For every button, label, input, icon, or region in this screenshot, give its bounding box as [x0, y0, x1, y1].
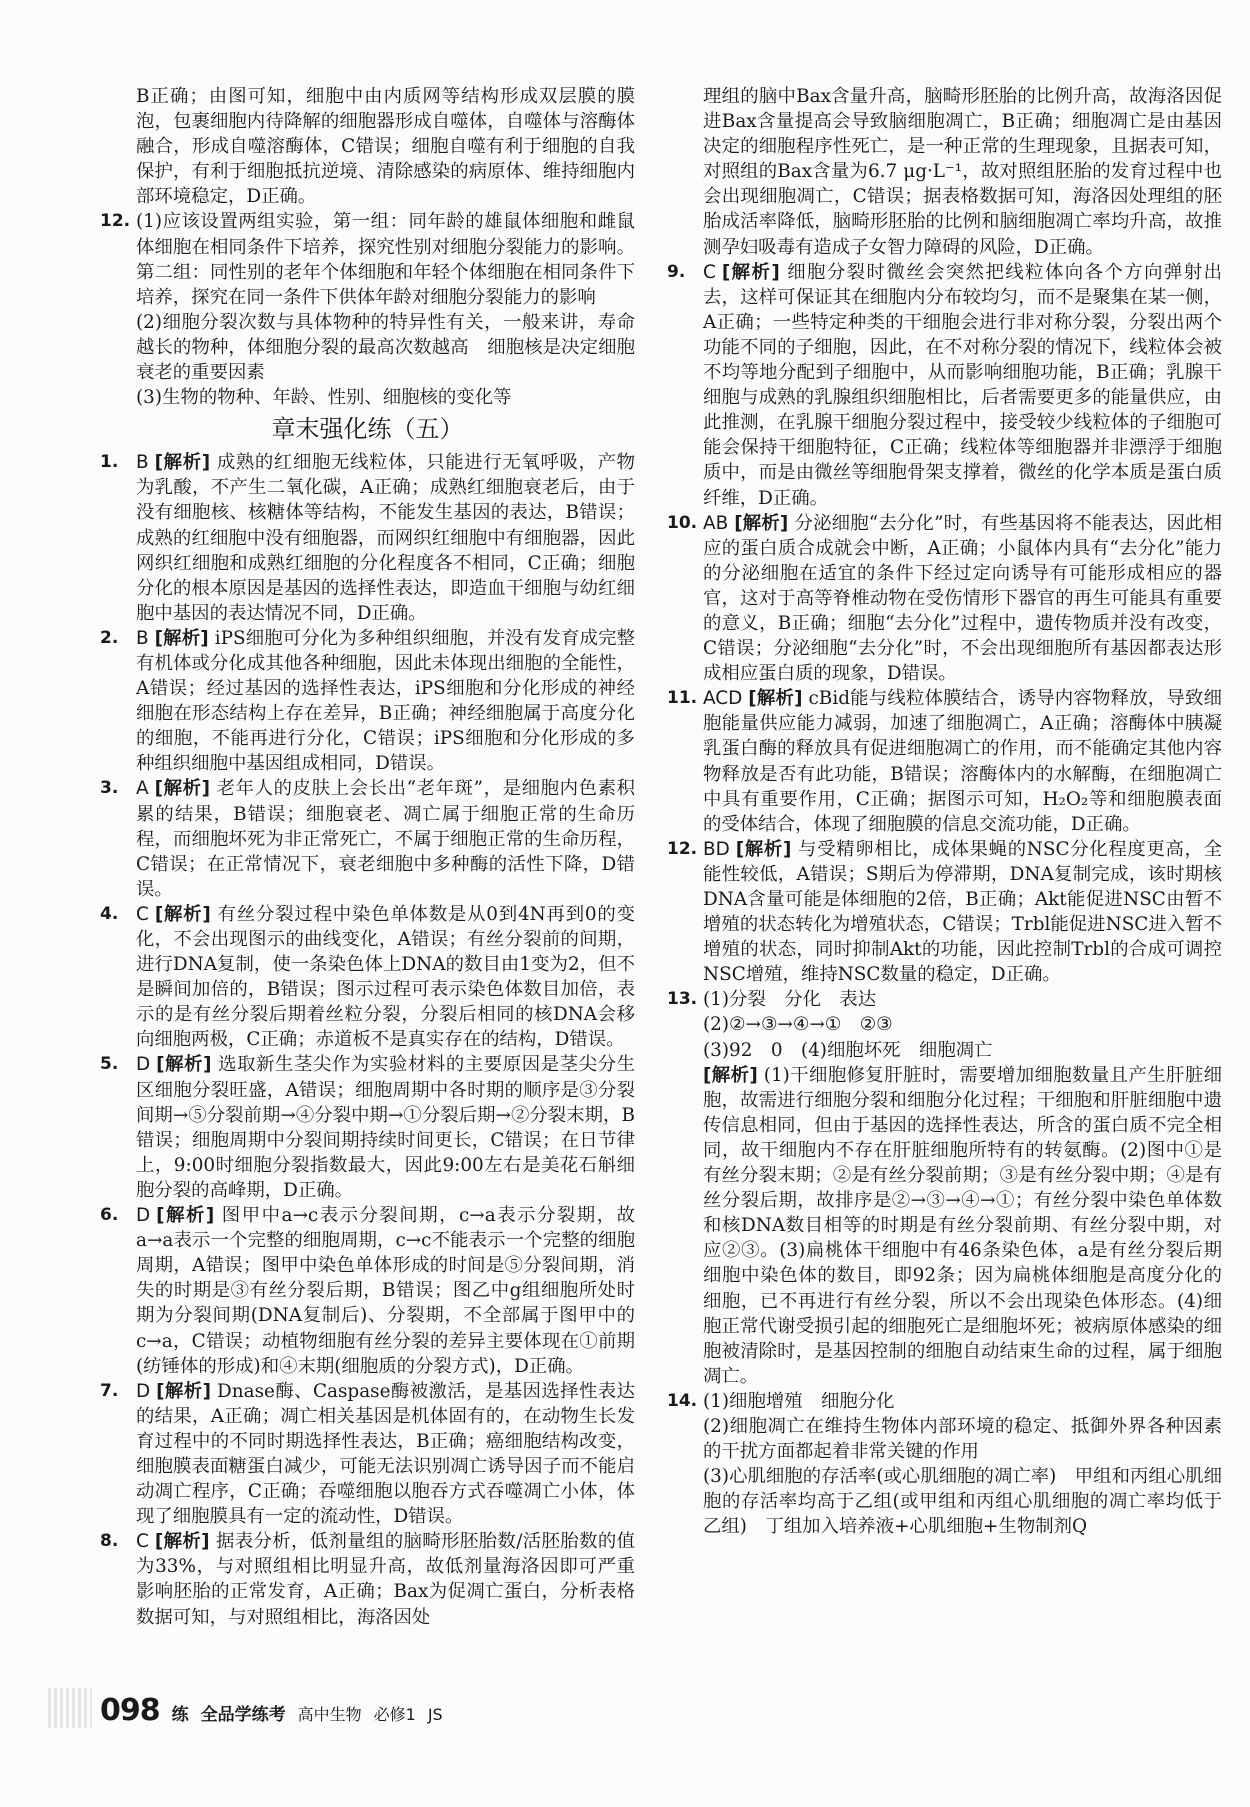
q12-answer [100, 209, 635, 410]
analysis-tag: [解析] [156, 1380, 212, 1402]
answer-choice: BD [703, 838, 730, 860]
q10-answer [667, 511, 1222, 687]
page-suffix: 练 [171, 1705, 189, 1725]
q8-continuation: 理组的脑中Bax含量升高，脑畸形胚胎的比例升高，故海洛因促进Bax含量提高会导致脑细胞凋亡，B正确；细胞凋亡是由基因决定的细胞程序性死亡，是一种正常的生理现象，且据表可知，对照组的Bax含量为6.7 μg·L⁻¹，故对照组胚胎的发育过程中也会出现细胞凋亡，C错误；据表格数据可知，海洛因处理组的胚胎成活率降低，脑畸形胚胎的比例和脑细胞凋亡率均升高，故推测孕妇吸毒有造成子女智力障碍的风险，D正确。 [703, 86, 1222, 258]
section-title: 章末强化练（五） [271, 415, 464, 444]
page-footer [100, 1693, 443, 1728]
analysis-tag: [解析] [156, 1054, 212, 1076]
question-number: 11. [667, 688, 698, 709]
question-number: 1. [100, 452, 119, 473]
question-number: 7. [100, 1380, 119, 1401]
answer-choice: C [136, 903, 149, 925]
answer-choice: A [136, 778, 149, 800]
analysis-text: cBid能与线粒体膜结合，诱导内容物释放，导致细胞能量供应能力减弱，加速了细胞凋亡，A正确；溶酶体中胰凝乳蛋白酶的释放具有促进细胞凋亡的作用，而不能确定其他内容物释放是否有此功能，B错误；溶酶体内的水解酶，在细胞凋亡中具有重要作用，C正确；据图示可知，H₂O₂等和细胞膜表面的受体结合，体现了细胞膜的信息交流功能，D正确。 [703, 688, 1222, 835]
q8-answer [100, 1529, 635, 1629]
question-number: 5. [100, 1054, 119, 1075]
answer-part: (2)细胞分裂次数与具体物种的特异性有关，一般来讲，寿命越长的物种，体细胞分裂的最高次数越高 细胞核是决定细胞衰老的重要因素 [136, 311, 635, 384]
answer-line: (2)②→③→④→① ②③ [703, 1014, 893, 1036]
analysis-tag: [解析] [735, 838, 792, 860]
analysis-tag: [解析] [154, 778, 211, 800]
answer-choice: D [136, 1205, 151, 1227]
analysis-tag: [解析] [734, 512, 789, 534]
q11-continuation: B正确；由图可知，细胞中由内质网等结构形成双层膜的膜泡，包裹细胞内待降解的细胞器形成自噬体，自噬体与溶酶体融合，形成自噬溶酶体，C错误；细胞自噬有利于细胞的自我保护，有利于细胞抵抗逆境、清除感染的病原体、维持细胞内部环境稳定，D正确。 [136, 86, 635, 208]
question-number: 10. [667, 512, 698, 533]
question-number: 12. [100, 211, 131, 232]
q11-answer [667, 686, 1222, 837]
answer-choice: C [703, 261, 716, 283]
analysis-text: iPS细胞可分化为多种组织细胞，并没有发育成完整有机体或分化成其他各种细胞，因此未体现出细胞的全能性，A错误；经过基因的选择性表达，iPS细胞和分化形成的神经细胞在形态结构上存在差异，B正确；神经细胞属于高度分化的细胞，不能再进行分化，C错误；iPS细胞和分化形成的多种组织细胞中基因组成相同，D错误。 [136, 627, 635, 775]
question-number: 9. [667, 261, 686, 282]
analysis-tag: [解析] [703, 1064, 758, 1086]
analysis-text: 图甲中a→c表示分裂间期，c→a表示分裂期，故a→a表示一个完整的细胞周期，c→c不能表示一个完整的细胞周期，A错误；图甲中染色单体形成的时间是⑤分裂间期，消失的时期是③有丝分裂后期，B错误；图乙中g组细胞所处时期为分裂间期(DNA复制后)、分裂期，不全部属于图甲中的c→a，C错误；动植物细胞有丝分裂的差异主要体现在①前期(纺锤体的形成)和④末期(细胞质的分裂方式)，D正确。 [136, 1205, 635, 1377]
q5-answer [100, 1052, 635, 1203]
answer-choice: B [136, 452, 149, 474]
analysis-tag: [解析] [154, 903, 211, 925]
subject-label: 高中生物 [297, 1705, 362, 1724]
analysis-tag: [解析] [154, 1531, 210, 1553]
answer-choice: ACD [703, 688, 743, 710]
analysis-text: 分泌细胞“去分化”时，有些基因将不能表达，因此相应的蛋白质合成就会中断，A正确；小鼠体内具有“去分化”能力的分泌细胞在适宜的条件下经过定向诱导有可能形成相应的器官，这对于高等脊椎动物在受伤情形下器官的再生可能具有重要的意义，B正确；细胞“去分化”过程中，遗传物质并没有改变，C错误；分泌细胞“去分化”时，不会出现细胞所有基因都表达形成相应蛋白质的现象，D错误。 [703, 512, 1222, 685]
analysis-tag: [解析] [721, 261, 780, 283]
analysis-text: 细胞分裂时微丝会突然把线粒体向各个方向弹射出去，这样可保证其在细胞内分布较均匀，而不是聚集在某一侧，A正确；一些特定种类的干细胞会进行非对称分裂，分裂出两个功能不同的子细胞，因此，在不对称分裂的情况下，线粒体会被不均等地分配到子细胞中，从而影响细胞功能，B正确；乳腺干细胞与成熟的乳腺组织细胞相比，后者需要更多的能量供应，由此推测，在乳腺干细胞分裂过程中，接受较少线粒体的子细胞可能会保持干细胞特征，C正确；线粒体等细胞器并非漂浮于细胞质中，而是由微丝等细胞骨架支撑着，微丝的化学本质是蛋白质纤维，D正确。 [703, 261, 1222, 509]
analysis-tag: [解析] [154, 452, 211, 474]
analysis-tag: [解析] [156, 1205, 215, 1227]
answer-choice: C [136, 1531, 149, 1553]
answer-choice: AB [703, 512, 729, 534]
analysis-text: 与受精卵相比，成体果蝇的NSC分化程度更高，全能性较低，A错误；S期后为停滞期，DNA复制完成，该时期核DNA含量可能是体细胞的2倍，B正确；Akt能促进NSC由暂不增殖的状态转化为增殖状态，C错误；Trbl能促进NSC进入暂不增殖的状态，同时抑制Akt的功能，因此控制Trbl的合成可调控NSC增殖，维持NSC数量的稳定，D正确。 [703, 838, 1223, 986]
page-number: 098 [100, 1693, 160, 1728]
q6-answer [100, 1203, 635, 1379]
q12b-answer [667, 837, 1222, 988]
question-number: 3. [100, 778, 119, 799]
analysis-text: 据表分析，低剂量组的脑畸形胚胎数/活胚胎数的值为33%，与对照组相比明显升高，故低剂量海洛因即可严重影响胚胎的正常发育，A正确；Bax为促凋亡蛋白，分析表格数据可知，与对照组相比，海洛因处 [136, 1531, 635, 1628]
q3-answer [100, 776, 635, 901]
question-number: 14. [667, 1390, 698, 1411]
answer-choice: B [136, 627, 149, 649]
book-title: 全品学练考 [200, 1705, 286, 1725]
analysis-text: 选取新生茎尖作为实验材料的主要原因是茎尖分生区细胞分裂旺盛，A错误；细胞周期中各时期的顺序是③分裂间期→⑤分裂前期→④分裂中期→①分裂后期→②分裂末期，B错误；细胞周期中分裂间期持续时间更长，C错误；在日节律上，9:00时细胞分裂指数最大，因此9:00左右是美花石斛细胞分裂的高峰期，D正确。 [136, 1054, 635, 1201]
answer-choice: D [136, 1380, 151, 1402]
q13-answer [667, 987, 1222, 1389]
question-number: 8. [100, 1531, 119, 1552]
q2-answer [100, 626, 635, 777]
answer-part: (3)生物的物种、年龄、性别、细胞核的变化等 [136, 387, 512, 409]
analysis-text: 成熟的红细胞无线粒体，只能进行无氧呼吸，产物为乳酸，不产生二氧化碳，A正确；成熟红细胞衰老后，由于没有细胞核、核糖体等结构，不能发生基因的表达，B错误；成熟的红细胞中没有细胞器，而网织红细胞中有细胞器，因此网织红细胞和成熟红细胞的分化程度各不相同，C正确；细胞分化的根本原因是基因的选择性表达，即造血干细胞与幼红细胞中基因的表达情况不同，D正确。 [136, 452, 635, 624]
analysis-text: (1)干细胞修复肝脏时，需要增加细胞数量且产生肝脏细胞，故需进行细胞分裂和细胞分化过程；干细胞和肝脏细胞中遗传信息相同，但由于基因的选择性表达，所含的蛋白质不完全相同，故干细胞内不存在肝脏细胞所特有的转氨酶。(2)图中①是有丝分裂末期；②是有丝分裂前期；③是有丝分裂中期；④是有丝分裂后期，故排序是②→③→④→①；有丝分裂中染色单体数和核DNA数目相等的时期是有丝分裂前期、有丝分裂中期，对应②③。(3)扁桃体干细胞中有46条染色体，a是有丝分裂后期细胞中染色体的数目，即92条；因为扁桃体细胞是高度分化的细胞，已不再进行有丝分裂，所以不会出现染色体形态。(4)细胞正常代谢受损引起的细胞死亡是细胞坏死；被病原体感染的细胞被清除时，是基因控制的细胞自动结束生命的过程，属于细胞凋亡。 [703, 1064, 1222, 1387]
q7-answer [100, 1379, 635, 1530]
volume-label: 必修1 [373, 1705, 416, 1724]
left-column [100, 84, 635, 1630]
q14-answer [667, 1389, 1222, 1540]
answer-part: (1)应该设置两组实验，第一组：同年龄的雄鼠体细胞和雌鼠体细胞在相同条件下培养，探究性别对细胞分裂能力的影响。第二组：同性别的老年个体细胞和年轻个体细胞在相同条件下培养，探究在同一条件下供体年龄对细胞分裂能力的影响 [136, 211, 635, 308]
q4-answer [100, 902, 635, 1053]
answer-choice: D [136, 1054, 151, 1076]
answer-line: (1)分裂 分化 表达 [703, 989, 877, 1011]
question-number: 4. [100, 903, 119, 924]
question-number: 2. [100, 627, 119, 648]
question-number: 13. [667, 989, 698, 1010]
q1-answer [100, 450, 635, 626]
analysis-tag: [解析] [748, 688, 803, 710]
analysis-tag: [解析] [154, 627, 209, 649]
analysis-text: 有丝分裂过程中染色单体数是从0到4N再到0的变化，不会出现图示的曲线变化，A错误；有丝分裂前的间期，进行DNA复制，使一条染色体上DNA的数目由1变为2，但不是瞬间加倍的，B错误；图示过程可表示染色体数目加倍，表示的是有丝分裂后期着丝粒分裂，分裂后相同的核DNA会移向细胞两极，C正确；赤道板不是真实存在的结构，D错误。 [136, 903, 635, 1051]
answer-line: (3)92 0 (4)细胞坏死 细胞凋亡 [703, 1039, 993, 1061]
answer-line: (3)心肌细胞的存活率(或心肌细胞的凋亡率) 甲组和丙组心肌细胞的存活率均高于乙组(或甲组和丙组心肌细胞的凋亡率均低于乙组) 丁组加入培养液+心肌细胞+生物制剂Q [703, 1466, 1222, 1538]
edition-label: JS [427, 1705, 443, 1724]
answer-line: (1)细胞增殖 细胞分化 [703, 1390, 895, 1412]
footer-decoration [48, 1688, 92, 1728]
answer-line: (2)细胞凋亡在维持生物体内部环境的稳定、抵御外界各种因素的干扰方面都起着非常关键的作用 [703, 1415, 1222, 1463]
question-number: 12. [667, 838, 698, 859]
analysis-text: Dnase酶、Caspase酶被激活，是基因选择性表达的结果，A正确；凋亡相关基因是机体固有的，在动物生长发育过程中的不同时期选择性表达，B正确；癌细胞结构改变，细胞膜表面糖蛋白减少，可能无法识别凋亡诱导因子而不能启动凋亡程序，C正确；吞噬细胞以胞吞方式吞噬凋亡小体，体现了细胞膜具有一定的流动性，D错误。 [136, 1380, 635, 1528]
question-number: 6. [100, 1205, 119, 1226]
right-column [667, 84, 1222, 1539]
analysis-text: 老年人的皮肤上会长出“老年斑”，是细胞内色素积累的结果，B错误；细胞衰老、凋亡属于细胞正常的生命历程，而细胞坏死为非正常死亡，不属于细胞正常的生命历程，C错误；在正常情况下，衰老细胞中多种酶的活性下降，D错误。 [136, 778, 635, 900]
q9-answer [667, 260, 1222, 511]
